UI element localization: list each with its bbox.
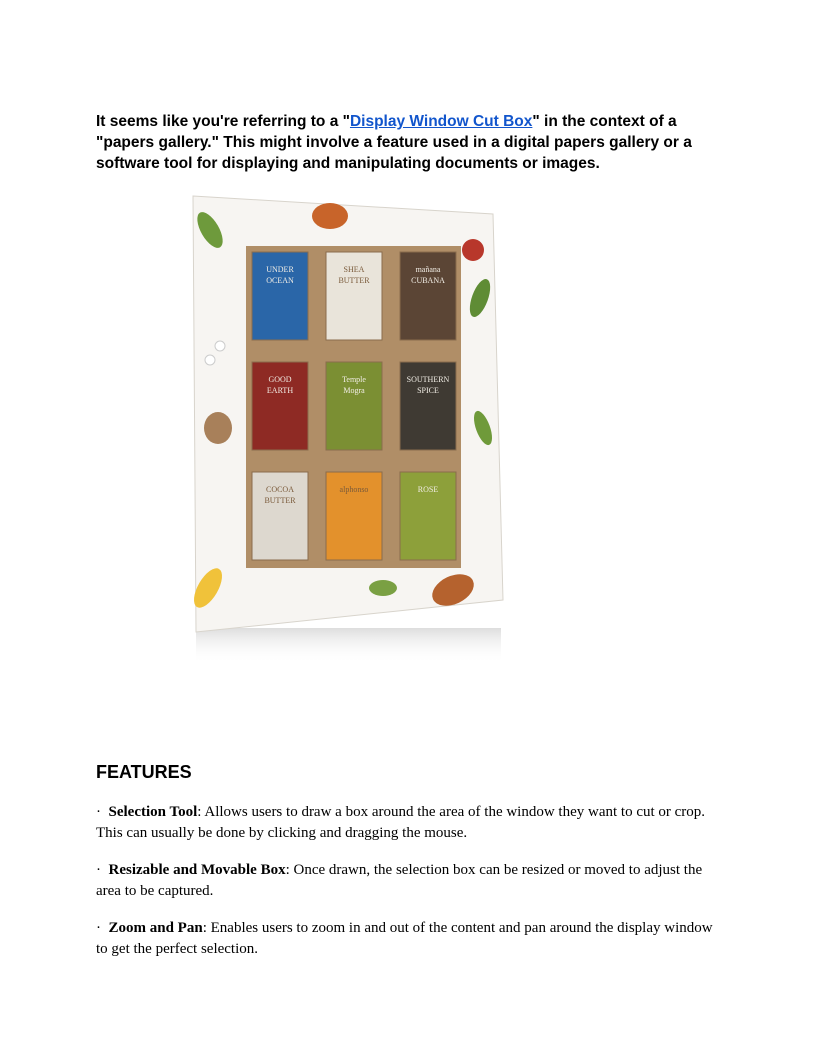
feature-title: Resizable and Movable Box bbox=[108, 862, 286, 878]
intro-text-before: It seems like you're referring to a " bbox=[96, 113, 350, 130]
feature-selection-tool bbox=[96, 802, 726, 844]
feature-bullet: · bbox=[96, 804, 101, 820]
product-pack-label: OCEAN bbox=[266, 276, 294, 285]
berry-decoration bbox=[462, 239, 484, 261]
product-pack-label: Mogra bbox=[343, 386, 365, 395]
product-pack bbox=[252, 472, 308, 560]
feature-bullet: · bbox=[96, 920, 101, 936]
product-pack bbox=[326, 252, 382, 340]
feature-description: : Enables users to zoom in and out of the content and pan around the display window to get the perfect selection. bbox=[96, 920, 713, 957]
product-pack-label: SHEA bbox=[343, 265, 365, 274]
feature-description: : Allows users to draw a box around the area of the window they want to cut or crop. This can usually be done by clicking and dragging the mouse. bbox=[96, 804, 706, 841]
display-window-cut-box-link[interactable]: Display Window Cut Box bbox=[349, 113, 533, 130]
flower-decoration bbox=[205, 355, 215, 365]
product-pack-label: COCOA bbox=[265, 485, 295, 494]
intro-text-after: " in the context of a "papers gallery." This might involve a feature used in a digital papers gallery or a software tool for displaying and manipulating documents or images. bbox=[96, 113, 692, 172]
product-pack bbox=[252, 252, 308, 340]
fruit-decoration bbox=[312, 203, 348, 229]
product-pack-label: GOOD bbox=[268, 375, 292, 384]
box-reflection bbox=[196, 628, 501, 664]
intro-paragraph bbox=[96, 111, 726, 174]
leaf-decoration bbox=[369, 580, 397, 596]
display-box-image bbox=[188, 188, 518, 668]
product-pack-label: UNDER bbox=[266, 265, 294, 274]
product-pack-label: EARTH bbox=[266, 386, 294, 395]
features-heading: FEATURES bbox=[96, 762, 192, 782]
product-pack-label: ROSE bbox=[417, 485, 439, 494]
product-pack bbox=[326, 472, 382, 560]
flower-decoration bbox=[215, 341, 225, 351]
product-pack-label: BUTTER bbox=[264, 496, 296, 505]
feature-zoom-pan bbox=[96, 918, 726, 960]
feature-title: Zoom and Pan bbox=[108, 920, 203, 936]
product-pack bbox=[252, 362, 308, 450]
product-pack-label: BUTTER bbox=[338, 276, 370, 285]
feature-resizable-box bbox=[96, 860, 726, 902]
product-pack-label: alphonso bbox=[339, 485, 369, 494]
product-pack-label: CUBANA bbox=[411, 276, 445, 285]
product-pack-label: SOUTHERN bbox=[406, 375, 450, 384]
product-pack-label: Temple bbox=[342, 375, 366, 384]
product-pack bbox=[400, 252, 456, 340]
product-pack bbox=[400, 362, 456, 450]
product-pack bbox=[326, 362, 382, 450]
display-box-illustration bbox=[188, 188, 518, 668]
product-pack bbox=[400, 472, 456, 560]
feature-description: : Once drawn, the selection box can be resized or moved to adjust the area to be captured. bbox=[96, 862, 703, 899]
product-pack-label: SPICE bbox=[417, 386, 439, 395]
feature-title: Selection Tool bbox=[108, 804, 198, 820]
feature-bullet: · bbox=[96, 862, 101, 878]
product-pack-label: mañana bbox=[415, 265, 441, 274]
nut-decoration bbox=[204, 412, 232, 444]
